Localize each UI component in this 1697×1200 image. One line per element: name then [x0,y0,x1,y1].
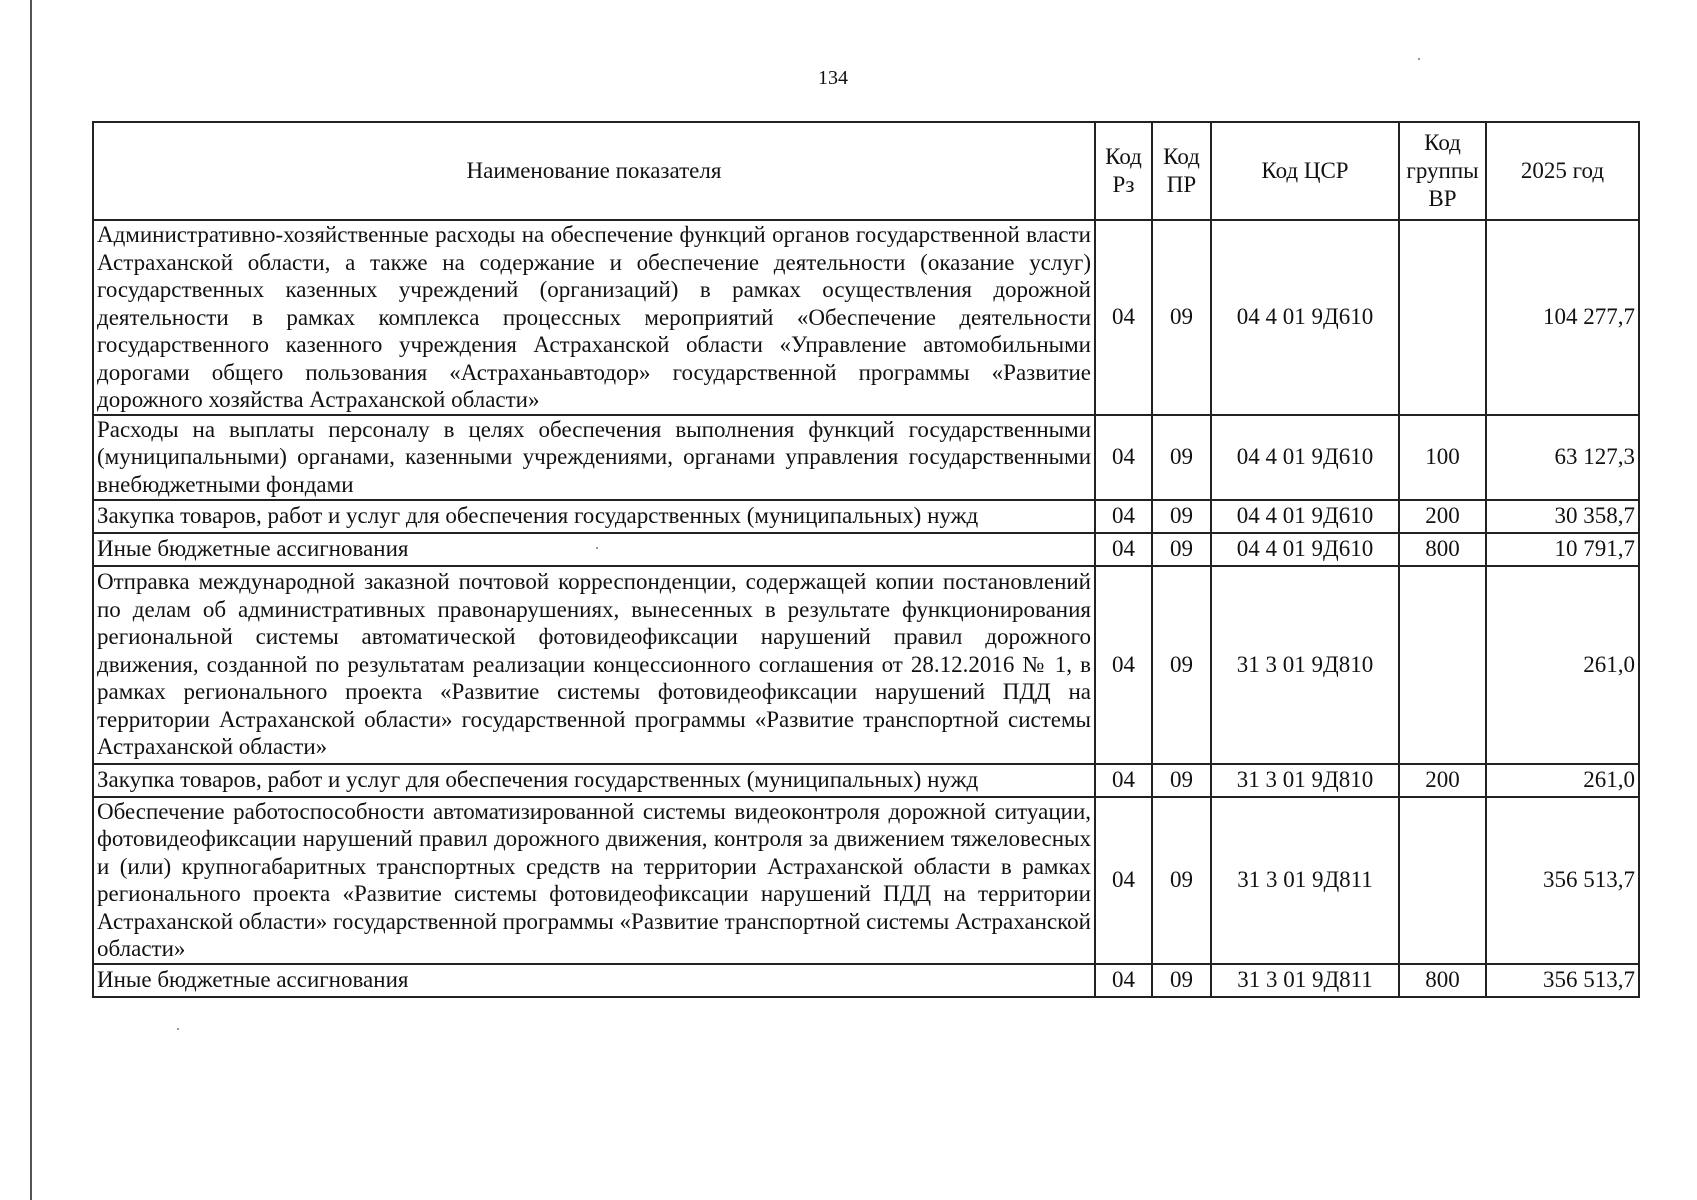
row-amount: 30 358,7 [1486,500,1639,533]
row-name: Административно-хозяйственные расходы на обеспечение функций органов государственной власти Астраханской области, а также на содержание и обеспечение деятельности (оказание услуг) государственных казенных учреждений (организаций) в рамках осуществления дорожной деятельности в рамках комплекса процессных мероприятий «Обеспечение деятельности государственного казенного учреждения Астраханской области «Управление автомобильными дорогами общего пользования «Астраханьавтодор» государственной программы «Развитие дорожного хозяйства Астраханской области» [93,220,1095,415]
row-vr: 800 [1399,533,1486,566]
row-pr: 09 [1152,764,1211,797]
row-name: Отправка международной заказной почтовой корреспонденции, содержащей копии постановлений по делам об административных правонарушениях, вынесенных в результате функционирования региональной системы автоматической фотовидеофиксации нарушений правил дорожного движения, созданной по результатам реализации концессионного соглашения от 28.12.2016 № 1, в рамках регионального проекта «Развитие системы фотовидеофиксации нарушений ПДД на территории Астраханской области» государственной программы «Развитие транспортной системы Астраханской области» [93,566,1095,764]
row-csr: 31 3 01 9Д811 [1211,797,1399,964]
row-rz: 04 [1095,500,1152,533]
table-row [93,415,1639,500]
table-row [93,533,1639,566]
table-row [93,797,1639,964]
row-rz: 04 [1095,566,1152,764]
row-vr [1399,220,1486,415]
header-name: Наименование показателя [93,122,1095,220]
row-name: Иные бюджетные ассигнования [93,533,1095,566]
page-binding-line [30,0,32,1200]
row-pr: 09 [1152,533,1211,566]
table-row [93,964,1639,997]
row-rz: 04 [1095,964,1152,997]
row-vr: 200 [1399,764,1486,797]
table-row [93,220,1639,415]
row-csr: 04 4 01 9Д610 [1211,533,1399,566]
row-name: Закупка товаров, работ и услуг для обеспечения государственных (муниципальных) нужд [93,764,1095,797]
row-rz: 04 [1095,764,1152,797]
table-row [93,566,1639,764]
row-pr: 09 [1152,964,1211,997]
row-amount: 10 791,7 [1486,533,1639,566]
budget-table [92,121,1640,998]
row-pr: 09 [1152,566,1211,764]
scan-speck [1418,58,1420,60]
row-amount: 63 127,3 [1486,415,1639,500]
header-rz: Код Рз [1095,122,1152,220]
table-row [93,764,1639,797]
row-rz: 04 [1095,415,1152,500]
scan-speck [177,1028,179,1030]
row-rz: 04 [1095,533,1152,566]
row-amount: 104 277,7 [1486,220,1639,415]
row-vr [1399,566,1486,764]
row-csr: 04 4 01 9Д610 [1211,500,1399,533]
row-pr: 09 [1152,415,1211,500]
row-vr: 800 [1399,964,1486,997]
row-csr: 04 4 01 9Д610 [1211,220,1399,415]
row-amount: 356 513,7 [1486,964,1639,997]
row-csr: 04 4 01 9Д610 [1211,415,1399,500]
row-csr: 31 3 01 9Д810 [1211,566,1399,764]
header-row [93,122,1639,220]
row-csr: 31 3 01 9Д810 [1211,764,1399,797]
row-rz: 04 [1095,220,1152,415]
header-csr: Код ЦСР [1211,122,1399,220]
row-vr: 200 [1399,500,1486,533]
header-pr: Код ПР [1152,122,1211,220]
table-header [93,122,1639,220]
table-body [93,220,1639,997]
table-row [93,500,1639,533]
row-pr: 09 [1152,500,1211,533]
row-amount: 261,0 [1486,764,1639,797]
row-name: Расходы на выплаты персоналу в целях обеспечения выполнения функций государственными (муниципальными) органами, казенными учреждениями, органами управления государственными внебюджетными фондами [93,415,1095,500]
page-number: 134 [818,67,848,89]
row-vr [1399,797,1486,964]
header-vr: Код группы ВР [1399,122,1486,220]
row-pr: 09 [1152,220,1211,415]
header-year: 2025 год [1486,122,1639,220]
row-amount: 356 513,7 [1486,797,1639,964]
row-name: Обеспечение работоспособности автоматизированной системы видеоконтроля дорожной ситуации, фотовидеофиксации нарушений правил дорожного движения, контроля за движением тяжеловесных и (или) крупногабаритных транспортных средств на территории Астраханской области в рамках регионального проекта «Развитие системы фотовидеофиксации нарушений ПДД на территории Астраханской области» государственной программы «Развитие транспортной системы Астраханской области» [93,797,1095,964]
row-csr: 31 3 01 9Д811 [1211,964,1399,997]
row-pr: 09 [1152,797,1211,964]
row-name: Иные бюджетные ассигнования [93,964,1095,997]
row-name: Закупка товаров, работ и услуг для обеспечения государственных (муниципальных) нужд [93,500,1095,533]
row-rz: 04 [1095,797,1152,964]
row-vr: 100 [1399,415,1486,500]
row-amount: 261,0 [1486,566,1639,764]
